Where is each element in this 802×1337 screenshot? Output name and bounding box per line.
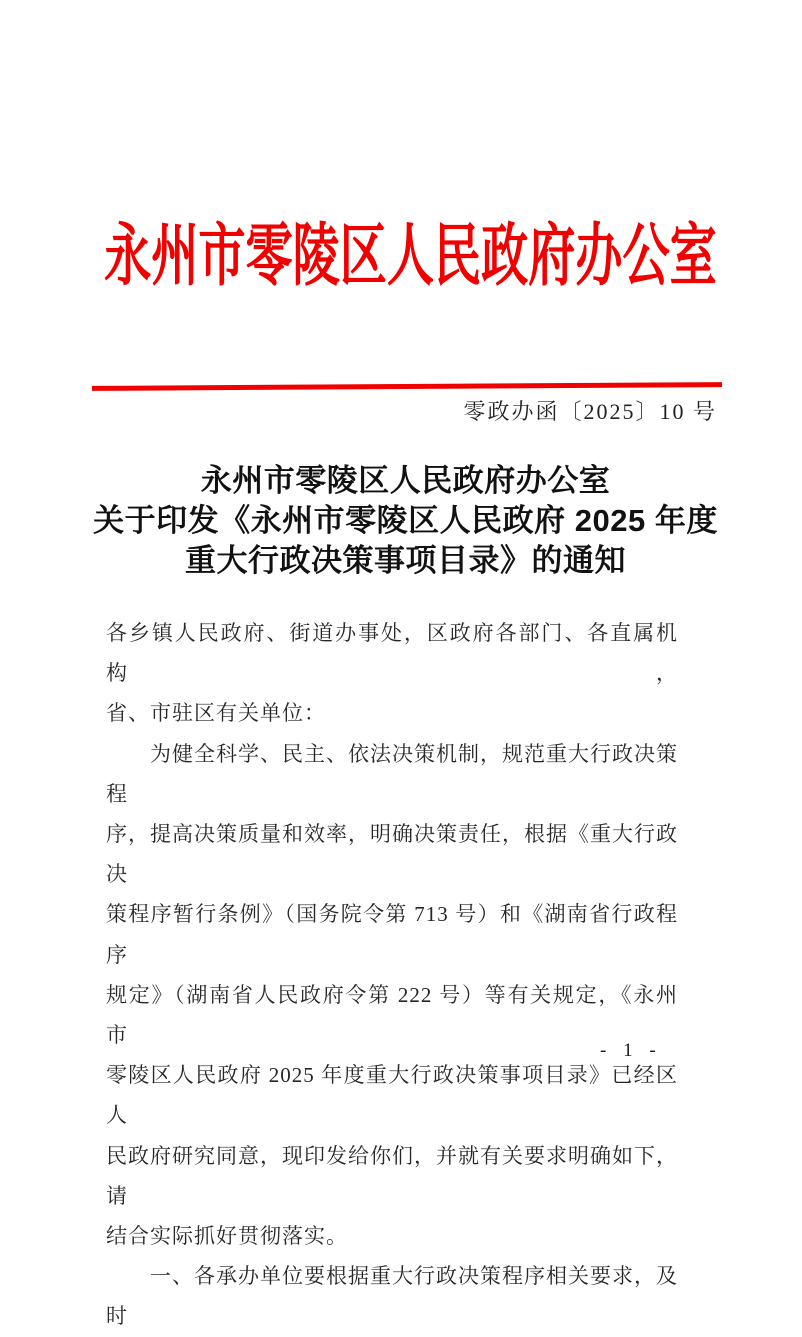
body-line-item1: 一、各承办单位要根据重大行政决策程序相关要求，及时 [106,1264,678,1329]
body-line-recipients-2: 省、市驻区有关单位： [106,701,326,726]
red-separator-line [92,382,722,391]
body-line-para1-5: 零陵区人民政府 2025 年度重大行政决策事项目录》已经区人 [106,1063,678,1128]
body-line-para1-7: 结合实际抓好贯彻落实。 [106,1224,348,1249]
body-line-para1-4: 规定》（湖南省人民政府令第 222 号）等有关规定，《永州市 [106,982,678,1048]
document-number: 零政办函〔2025〕10 号 [463,399,717,424]
body-line-para1-6: 民政府研究同意，现印发给你们，并就有关要求明确如下，请 [106,1143,678,1208]
body-text [106,613,678,1337]
page-number: - 1 - [600,1040,662,1061]
body-line-recipients-1: 各乡镇人民政府、街道办事处，区政府各部门、各直属机构， [106,621,678,686]
body-line-para1-3: 策程序暂行条例》（国务院令第 713 号）和《湖南省行政程序 [106,902,678,967]
letterhead-org-name: 永州市零陵区人民政府办公室 [104,219,717,295]
body-line-para1-1: 为健全科学、民主、依法决策机制，规范重大行政决策程 [106,741,678,806]
body-line-para1-2: 序，提高决策质量和效率，明确决策责任，根据《重大行政决 [106,822,678,887]
title-line-3: 重大行政决策事项目录》的通知 [185,543,626,578]
title-line-2: 关于印发《永州市零陵区人民政府 2025 年度 [93,503,718,538]
document-title [9,461,802,581]
title-line-1: 永州市零陵区人民政府办公室 [200,463,611,498]
